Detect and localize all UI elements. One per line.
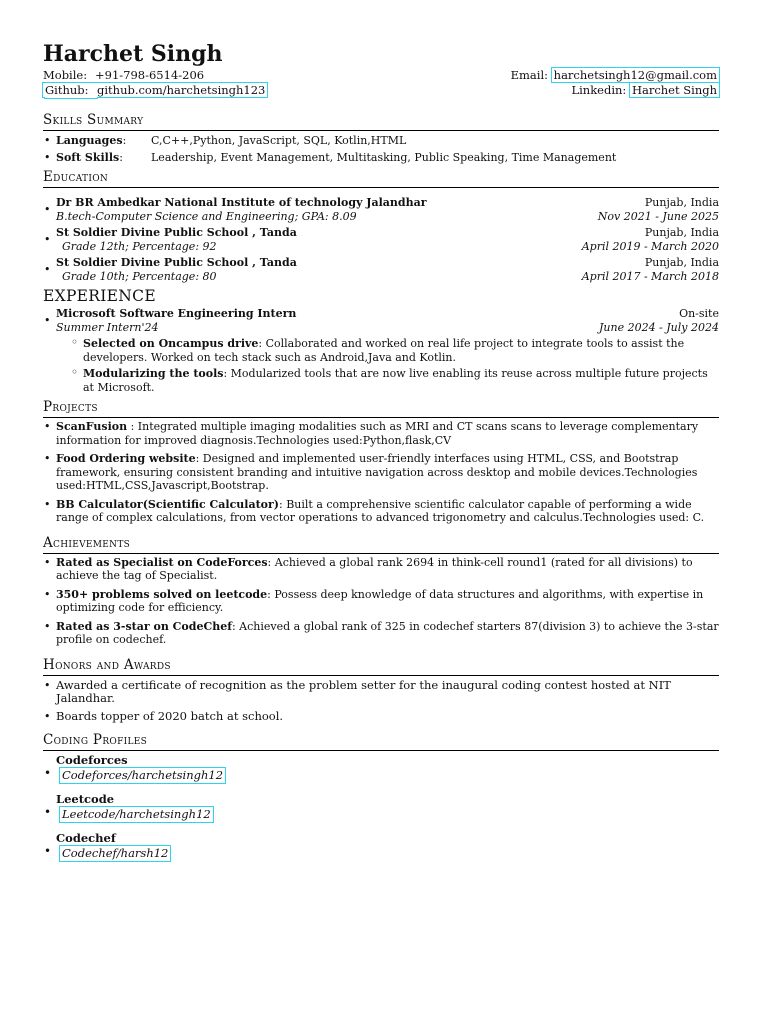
skill-row-soft-skills: • Soft Skills: Leadership, Event Management, Multitasking, Public Speaking, Time Management	[43, 151, 719, 165]
experience-role: • Microsoft Software Engineering Intern	[56, 307, 297, 320]
leetcode-link[interactable]: Leetcode/harchetsingh12	[62, 807, 211, 821]
codechef-link[interactable]: Codechef/harsh12	[62, 846, 169, 860]
skills-heading: Skills Summary	[43, 112, 719, 131]
achievement-item: • 350+ problems solved on leetcode: Possess deep knowledge of data structures and algorithms, with expertise in optimizing code for efficiency.	[43, 588, 719, 615]
project-item: • Food Ordering website: Designed and implemented user-friendly interfaces using HTML, CSS, and Bootstrap framework, ensuring consistent branding and intuitive navigation across desktop and mobile devices.Technologies used:HTML,CSS,Javascript,Bootstrap.	[43, 452, 719, 493]
mobile-number: +91-798-6514-206	[95, 68, 205, 82]
education-dates: Nov 2021 - June 2025	[597, 210, 719, 223]
projects-list	[43, 420, 719, 525]
profile-name: • Leetcode	[56, 792, 115, 806]
achievement-item: • Rated as Specialist on CodeForces: Achieved a global rank 2694 in think-cell round1 (rated for all divisions) to achieve the tag of Specialist.	[43, 556, 719, 583]
education-item	[43, 256, 719, 284]
candidate-name: Harchet Singh	[43, 41, 223, 67]
profile-name: • Codeforces	[56, 753, 128, 767]
skill-label: Languages	[56, 134, 123, 147]
experience-item	[43, 307, 719, 335]
achievements-list	[43, 556, 719, 647]
contact-block	[43, 68, 719, 98]
degree-detail: Grade 12th; Percentage: 92	[62, 240, 217, 253]
experience-mode: On-site	[679, 307, 719, 320]
codeforces-link[interactable]: Codeforces/harchetsingh12	[62, 768, 224, 782]
experience-heading: EXPERIENCE	[43, 287, 156, 305]
school-location: Punjab, India	[644, 226, 719, 239]
experience-period: Summer Intern'24	[56, 321, 159, 334]
experience-point: ◦ Modularizing the tools: Modularized tools that are now live enabling its reuse across multiple future projects at Microsoft.	[43, 367, 719, 394]
skill-row-languages: • Languages: C,C++,Python, JavaScript, SQL, Kotlin,HTML	[43, 134, 719, 148]
school-name: • Dr BR Ambedkar National Institute of technology Jalandhar	[56, 196, 427, 209]
email-link[interactable]: harchetsingh12@gmail.com	[553, 68, 717, 82]
school-name: • St Soldier Divine Public School , Tanda	[56, 226, 297, 239]
skill-label: Soft Skills	[56, 150, 120, 164]
skills-list	[43, 134, 719, 164]
github-label: Github:	[45, 83, 89, 97]
project-item: • ScanFusion : Integrated multiple imaging modalities such as MRI and CT scans scans to leverage complementary information for improved diagnosis.Technologies used:Python,flask,CV	[43, 420, 719, 447]
education-item	[43, 196, 719, 224]
experience-point: ◦ Selected on Oncampus drive: Collaborated and worked on real life project to integrate tools to assist the developers. Worked on tech stack such as Android,Java and Kotlin.	[43, 337, 719, 364]
honor-item: • Boards topper of 2020 batch at school.	[43, 710, 719, 724]
coding-profiles-list	[43, 753, 719, 861]
experience-dates: June 2024 - July 2024	[598, 321, 719, 334]
skill-value: C,C++,Python, JavaScript, SQL, Kotlin,HTML	[151, 134, 407, 147]
school-location: Punjab, India	[644, 196, 719, 209]
honors-list	[43, 679, 719, 724]
coding-profile-item	[43, 831, 719, 861]
linkedin-label: Linkedin:	[571, 83, 627, 97]
profile-name: • Codechef	[56, 831, 116, 845]
education-item	[43, 226, 719, 254]
linkedin-link[interactable]: Harchet Singh	[631, 83, 717, 97]
achievements-heading: Achievements	[43, 535, 719, 554]
resume-page	[43, 40, 719, 861]
honor-item: • Awarded a certificate of recognition as the problem setter for the inaugural coding contest hosted at NIT Jalandhar.	[43, 679, 719, 706]
mobile-label: Mobile:	[43, 68, 88, 82]
projects-heading: Projects	[43, 399, 719, 418]
github-link[interactable]	[43, 83, 267, 97]
education-dates: April 2019 - March 2020	[581, 240, 719, 253]
degree-detail: Grade 10th; Percentage: 80	[62, 270, 217, 283]
project-item: • BB Calculator(Scientific Calculator): Built a comprehensive scientific calculator capable of performing a wide range of complex calculations, from vector operations to advanced trigonometry and calculus.Technologies used: C.	[43, 498, 719, 525]
coding-profiles-heading: Coding Profiles	[43, 732, 719, 751]
github-url: github.com/harchetsingh123	[97, 83, 266, 97]
education-dates: April 2017 - March 2018	[581, 270, 719, 283]
skill-value: Leadership, Event Management, Multitasking, Public Speaking, Time Management	[151, 150, 617, 164]
degree-detail: B.tech-Computer Science and Engineering; GPA: 8.09	[56, 210, 357, 223]
school-name: • St Soldier Divine Public School , Tanda	[56, 256, 297, 269]
achievement-item: • Rated as 3-star on CodeChef: Achieved a global rank of 325 in codechef starters 87(division 3) to achieve the 3-star profile on codechef.	[43, 620, 719, 647]
honors-heading: Honors and Awards	[43, 657, 719, 676]
school-location: Punjab, India	[644, 256, 719, 269]
education-heading: Education	[43, 169, 719, 188]
education-list	[43, 196, 719, 284]
email-label: Email:	[510, 68, 549, 82]
coding-profile-item	[43, 792, 719, 822]
coding-profile-item	[43, 753, 719, 783]
